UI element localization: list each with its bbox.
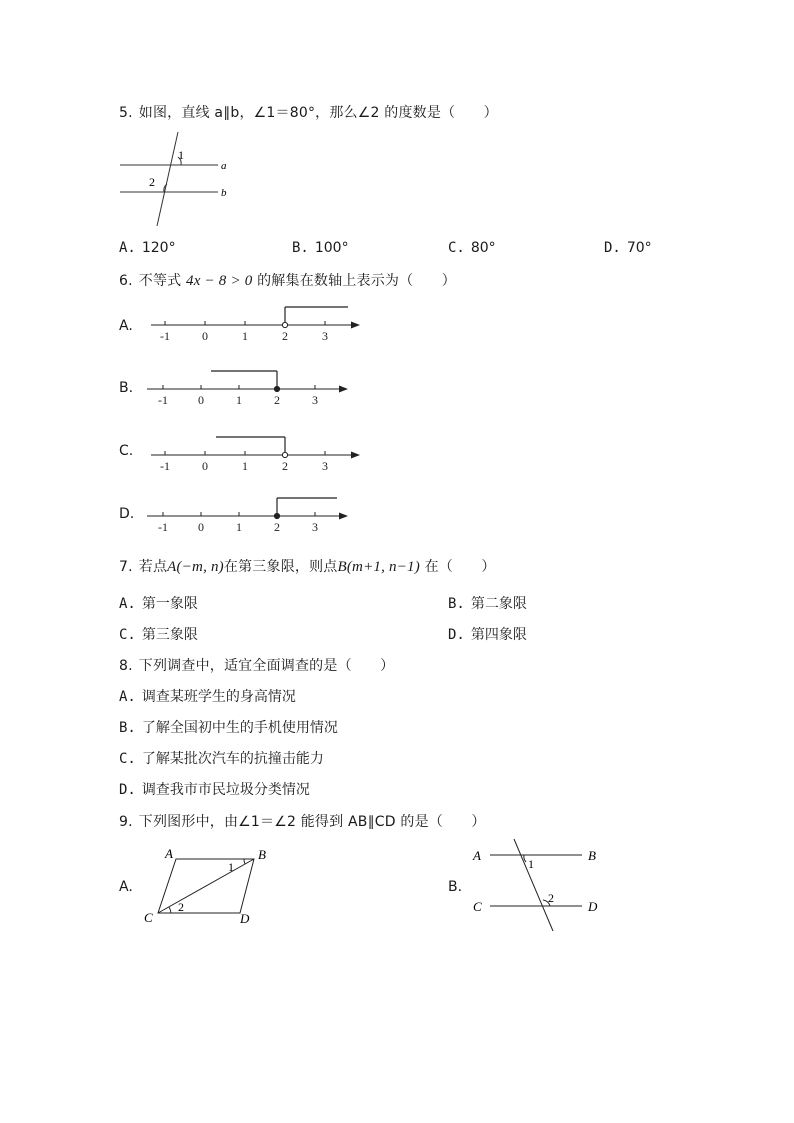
option-text: 了解全国初中生的手机使用情况 [141,720,338,736]
tick-label: 3 [312,520,318,534]
tick-label: -1 [158,393,168,407]
angle-2-arc [169,907,171,913]
tick-label: 3 [312,393,318,407]
q8-option-d[interactable] [119,779,310,799]
angle-1-label: 1 [528,857,534,871]
q7-option-d[interactable] [448,624,527,644]
option-text: 第一象限 [141,596,198,612]
question-number: 7. [119,559,133,575]
q7-option-c[interactable] [119,624,198,644]
q9-option-a-parallelogram-figure[interactable] [140,845,280,927]
tick-label: 2 [282,459,288,473]
question-7-stem [119,556,496,576]
point-b-expression: B(m+1, n−1) [337,559,420,575]
q9-option-b-letter[interactable]: B. [448,879,463,895]
line-a-label: a [221,160,227,172]
question-number: 5. [119,105,133,121]
option-letter: D. [448,627,465,643]
vertex-c-label: C [144,910,153,925]
tick-label: 0 [202,329,208,343]
option-letter: C. [119,751,136,767]
point-a-expression: A(−m, n) [167,559,224,575]
axis-arrowhead [339,513,348,520]
question-text: 如图，直线 a∥b，∠1＝80°，那么∠2 的度数是（ ） [138,105,498,121]
question-number: 6. [119,273,133,289]
tick-label: 2 [274,393,280,407]
option-text: 了解某批次汽车的抗撞击能力 [141,751,324,767]
tick-label: -1 [160,329,170,343]
tick-label: 1 [236,393,242,407]
vertex-b-label: B [588,848,596,863]
option-text: 100° [314,240,349,256]
angle-2-label: 2 [149,175,155,189]
q8-option-a[interactable] [119,686,296,706]
question-text: 在第三象限，则点 [223,559,338,575]
tick-label: 1 [236,520,242,534]
angle-1-arc [524,855,526,862]
question-text: 的解集在数轴上表示为（ ） [257,273,456,289]
q8-option-b[interactable] [119,717,338,737]
vertex-a-label: A [165,846,173,861]
tick-label: 1 [242,329,248,343]
tick-label: 3 [322,459,328,473]
option-text: 调查我市市民垃圾分类情况 [141,782,310,798]
q8-option-c[interactable] [119,748,324,768]
vertex-a-label: A [473,848,481,863]
question-text: 若点 [138,559,168,575]
tick-label: 2 [274,520,280,534]
option-text: 120° [141,240,176,256]
q7-option-b[interactable] [448,593,527,613]
vertex-d-label: D [240,911,250,926]
tick-label: 0 [198,520,204,534]
option-text: 80° [470,240,496,256]
option-letter: A. [119,596,136,612]
q7-option-a[interactable] [119,593,198,613]
vertex-c-label: C [473,899,482,914]
question-text: 下列图形中，由∠1＝∠2 能得到 AB∥CD 的是（ ） [138,814,486,830]
vertex-d-label: D [588,899,598,914]
diagonal-cb [158,859,254,913]
question-number: 9. [119,814,133,830]
option-letter: D. [119,782,136,798]
inequality-expression: 4x − 8 > 0 [186,273,253,289]
option-text: 第三象限 [141,627,198,643]
option-letter: C. [448,240,465,256]
angle-1-arc [244,859,245,864]
option-letter: B. [119,720,136,736]
option-letter: C. [119,627,136,643]
angle-1-label: 1 [228,860,234,874]
question-text: 下列调查中，适宜全面调查的是（ ） [138,658,395,674]
question-9-stem [119,811,486,831]
tick-label: 0 [202,459,208,473]
tick-label: 1 [242,459,248,473]
q6-option-a-letter[interactable]: A. [119,318,133,334]
option-letter: B. [448,596,465,612]
question-text: 在（ ） [424,559,496,575]
option-text: 调查某班学生的身高情况 [141,689,296,705]
angle-2-label: 2 [548,891,554,905]
closed-endpoint-dot [274,513,279,518]
tick-label: 0 [198,393,204,407]
option-text: 第四象限 [470,627,527,643]
tick-label: 3 [322,329,328,343]
option-letter: B. [292,240,309,256]
transversal [514,839,553,931]
q6-option-b-letter[interactable]: B. [119,380,134,396]
option-text: 第二象限 [470,596,527,612]
tick-label: -1 [160,459,170,473]
question-number: 8. [119,658,133,674]
vertex-b-label: B [258,847,266,862]
angle-2-label: 2 [178,900,184,914]
q6-option-d-letter[interactable]: D. [119,506,135,522]
option-text: 70° [626,240,652,256]
q9-option-a-letter[interactable]: A. [119,879,133,895]
tick-label: 2 [282,329,288,343]
line-b-label: b [221,187,227,199]
q6-option-c-letter[interactable]: C. [119,443,134,459]
option-letter: A. [119,689,136,705]
angle-1-label: 1 [178,148,184,162]
option-letter: D. [604,240,621,256]
option-letter: A. [119,240,136,256]
q9-option-b-transversal-figure[interactable] [468,835,608,935]
question-text: 不等式 [138,273,182,289]
tick-label: -1 [158,520,168,534]
question-8-stem [119,655,394,675]
